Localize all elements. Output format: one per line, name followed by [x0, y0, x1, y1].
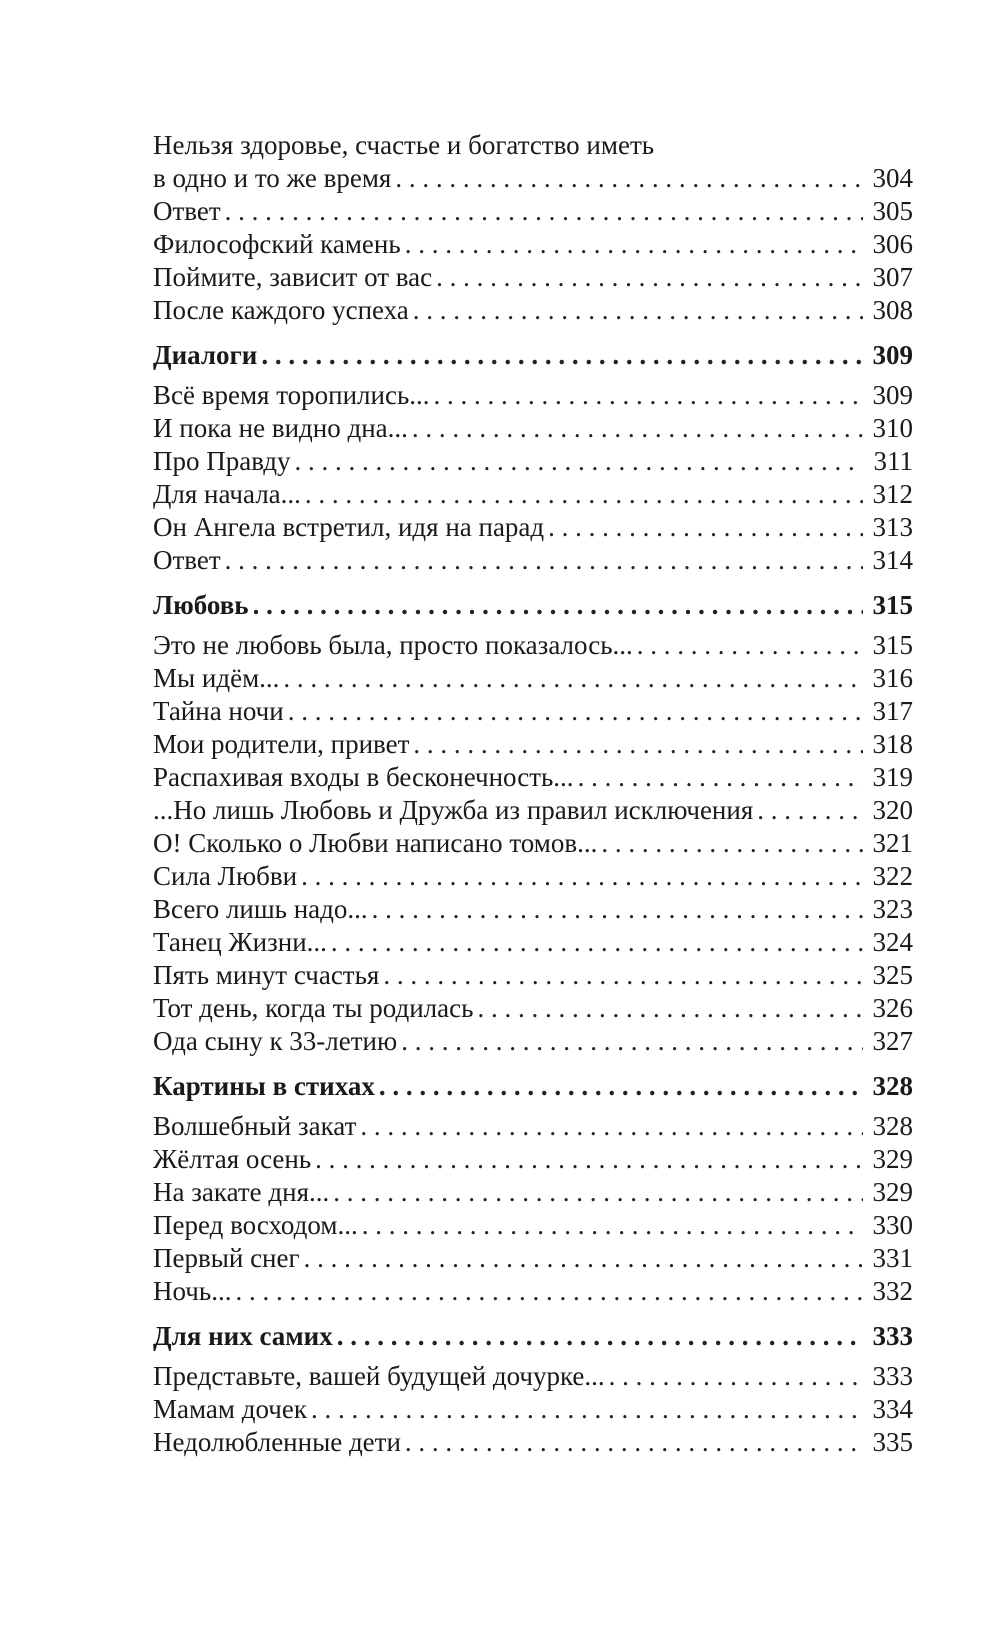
toc-entry: [153, 445, 913, 478]
toc-entry-title: После каждого успеха: [153, 295, 409, 325]
toc-entry-title: На закате дня...: [153, 1177, 330, 1207]
toc-entry-title: Волшебный закат: [153, 1111, 357, 1141]
toc-entry-page: 320: [872, 795, 913, 825]
toc-entry-title: Танец Жизни...: [153, 927, 327, 957]
leader-dots: [331, 926, 863, 959]
toc-section-header: [153, 589, 913, 625]
toc-entry: [153, 1143, 913, 1176]
leader-dots: [412, 412, 863, 445]
toc-entry-page: 335: [872, 1427, 913, 1457]
toc-entry: [153, 629, 913, 662]
toc-entry: [153, 478, 913, 511]
toc-entry-page: 305: [872, 196, 913, 226]
toc-section-page: 328: [872, 1071, 913, 1101]
toc-entry-title: Ответ: [153, 545, 221, 575]
leader-dots: [436, 261, 863, 294]
toc-entry-title: Мамам дочек: [153, 1394, 307, 1424]
toc-entry-page: 329: [872, 1177, 913, 1207]
toc-section-title: Диалоги: [153, 340, 258, 370]
toc-entry: [153, 1209, 913, 1242]
toc-entry: [153, 662, 913, 695]
toc-section-header: [153, 1320, 913, 1356]
toc-entry-intro-line: Нельзя здоровье, счастье и богатство иметь: [153, 130, 655, 160]
toc-entry: [153, 294, 913, 327]
toc-entry: [153, 1176, 913, 1209]
toc-entry-title: Ночь...: [153, 1276, 232, 1306]
leader-dots: [295, 445, 863, 478]
toc-entry-title: ...Но лишь Любовь и Дружба из правил исключения: [153, 795, 754, 825]
toc-entry-page: 318: [872, 729, 913, 759]
toc-entry-title: О! Сколько о Любви написано томов...: [153, 828, 598, 858]
toc-entry: [153, 926, 913, 959]
leader-dots: [225, 544, 863, 577]
toc-entry: [153, 827, 913, 860]
toc-entry-title: Ода сыну к 33-летию: [153, 1026, 398, 1056]
leader-dots: [477, 992, 863, 1025]
leader-dots: [360, 1110, 863, 1143]
toc-section-page: 315: [872, 590, 913, 620]
toc-entry-page: 319: [872, 762, 913, 792]
toc-entry-page: 329: [872, 1144, 913, 1174]
toc-entry-title: Недолюбленные дети: [153, 1427, 401, 1457]
toc-entry-page: 310: [872, 413, 913, 443]
toc-entry: [153, 1275, 913, 1308]
toc-entry-page: 317: [872, 696, 913, 726]
toc-entry-title: в одно и то же время: [153, 163, 392, 193]
leader-dots: [283, 662, 863, 695]
leader-dots: [601, 827, 863, 860]
toc-entry-page: 331: [872, 1243, 913, 1273]
toc-entry-page: 311: [873, 446, 913, 476]
toc-entry-page: 333: [872, 1361, 913, 1391]
toc-entry-title: Тот день, когда ты родилась: [153, 993, 474, 1023]
toc-entry: [153, 379, 913, 412]
toc-entry-page: 313: [872, 512, 913, 542]
toc-entry: [153, 1393, 913, 1426]
toc-entry-page: 307: [872, 262, 913, 292]
toc-section-header: [153, 339, 913, 375]
leader-dots: [405, 1426, 863, 1459]
toc-entry: [153, 162, 913, 195]
toc-entry: [153, 992, 913, 1025]
leader-dots: [362, 1209, 863, 1242]
toc-entry-page: 309: [872, 380, 913, 410]
leader-dots: [311, 1393, 863, 1426]
leader-dots: [578, 761, 863, 794]
leader-dots: [395, 162, 863, 195]
toc-entry: [153, 195, 913, 228]
leader-dots: [225, 195, 863, 228]
toc-entry-page: 315: [872, 630, 913, 660]
toc-entry-title: Ответ: [153, 196, 221, 226]
toc-entry-page: 324: [872, 927, 913, 957]
toc-entry-title: Это не любовь была, просто показалось...: [153, 630, 633, 660]
leader-dots: [379, 1070, 863, 1103]
leader-dots: [401, 1025, 863, 1058]
leader-dots: [235, 1275, 863, 1308]
toc-entry: [153, 893, 913, 926]
toc-entry-page: 323: [872, 894, 913, 924]
toc-entry-title: Он Ангела встретил, идя на парад: [153, 512, 545, 542]
toc-entry: [153, 261, 913, 294]
toc-entry-page: 314: [872, 545, 913, 575]
toc-entry-title: Представьте, вашей будущей дочурке...: [153, 1361, 605, 1391]
toc-entry: [153, 959, 913, 992]
toc-entry-title: Жёлтая осень: [153, 1144, 312, 1174]
toc-section-title: Любовь: [153, 590, 249, 620]
toc-entry-title: Про Правду: [153, 446, 291, 476]
leader-dots: [304, 1242, 863, 1275]
leader-dots: [288, 695, 863, 728]
toc-entry: [153, 228, 913, 261]
toc-entry-title: Первый снег: [153, 1243, 300, 1273]
toc-entry-title: Мы идём...: [153, 663, 280, 693]
toc-section-header: [153, 1070, 913, 1106]
toc-entry-title: Сила Любви: [153, 861, 298, 891]
toc-entry-page: 326: [872, 993, 913, 1023]
table-of-contents: [153, 129, 913, 1459]
leader-dots: [383, 959, 863, 992]
leader-dots: [757, 794, 863, 827]
toc-entry-page: 327: [872, 1026, 913, 1056]
leader-dots: [261, 339, 863, 372]
toc-entry: [153, 412, 913, 445]
toc-entry: [153, 695, 913, 728]
leader-dots: [315, 1143, 863, 1176]
toc-entry: [153, 761, 913, 794]
toc-entry: [153, 1360, 913, 1393]
toc-entry-title: Перед восходом...: [153, 1210, 358, 1240]
leader-dots: [301, 860, 863, 893]
leader-dots: [434, 379, 863, 412]
toc-entry-title: Философский камень: [153, 229, 401, 259]
leader-dots: [548, 511, 863, 544]
leader-dots: [637, 629, 863, 662]
toc-entry: [153, 1426, 913, 1459]
toc-entry-title: Для начала...: [153, 479, 301, 509]
toc-entry-page: 316: [872, 663, 913, 693]
toc-entry: [153, 511, 913, 544]
toc-entry-page: 308: [872, 295, 913, 325]
toc-entry-title: Поймите, зависит от вас: [153, 262, 433, 292]
toc-entry-page: 334: [872, 1394, 913, 1424]
toc-entry-page: 312: [872, 479, 913, 509]
toc-entry: [153, 728, 913, 761]
toc-entry: [153, 860, 913, 893]
toc-entry-title: Всего лишь надо...: [153, 894, 368, 924]
toc-entry-title: Пять минут счастья: [153, 960, 380, 990]
toc-entry-title: Тайна ночи: [153, 696, 284, 726]
toc-entry-title: И пока не видно дна...: [153, 413, 408, 443]
leader-dots: [337, 1320, 863, 1353]
leader-dots: [305, 478, 863, 511]
toc-entry: [153, 544, 913, 577]
toc-entry-page: 304: [872, 163, 913, 193]
toc-entry-page: 330: [872, 1210, 913, 1240]
toc-entry-page: 306: [872, 229, 913, 259]
leader-dots: [413, 728, 863, 761]
toc-section-page: 333: [872, 1321, 913, 1351]
toc-entry-title: Всё время торопились...: [153, 380, 430, 410]
toc-entry: [153, 1110, 913, 1143]
toc-section-page: 309: [872, 340, 913, 370]
toc-entry-page: 322: [872, 861, 913, 891]
toc-entry: [153, 794, 913, 827]
toc-entry-page: 328: [872, 1111, 913, 1141]
toc-entry: [153, 1025, 913, 1058]
toc-entry: [153, 1242, 913, 1275]
leader-dots: [333, 1176, 863, 1209]
leader-dots: [413, 294, 863, 327]
toc-entry-page: 325: [872, 960, 913, 990]
toc-entry-title: Распахивая входы в бесконечность...: [153, 762, 574, 792]
toc-section-title: Для них самих: [153, 1321, 333, 1351]
leader-dots: [253, 589, 863, 622]
toc-section-title: Картины в стихах: [153, 1071, 375, 1101]
leader-dots: [405, 228, 863, 261]
toc-entry-title: Мои родители, привет: [153, 729, 410, 759]
toc-entry-page: 321: [872, 828, 913, 858]
toc-entry-page: 332: [872, 1276, 913, 1306]
leader-dots: [372, 893, 863, 926]
leader-dots: [609, 1360, 863, 1393]
